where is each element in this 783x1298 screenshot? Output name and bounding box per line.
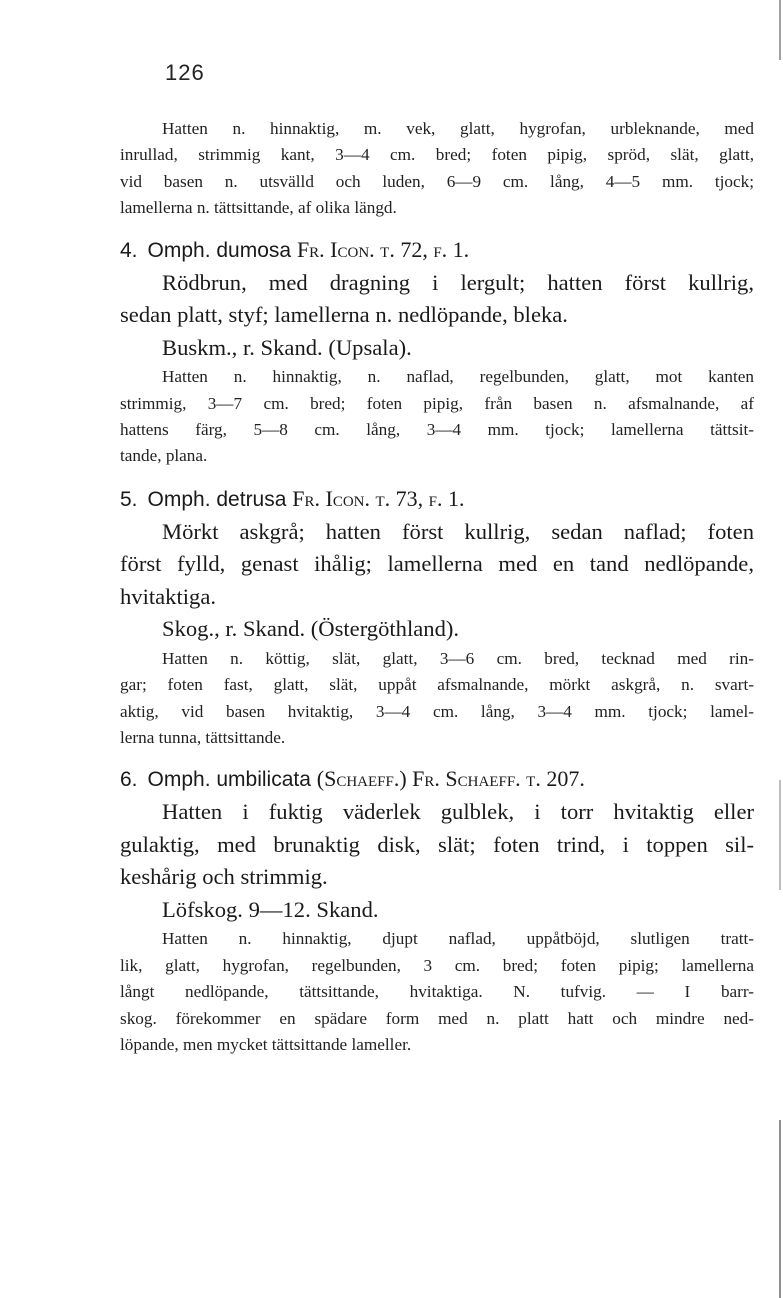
- species-description: [120, 267, 754, 365]
- text-line: lik, glatt, hygrofan, regelbunden, 3 cm. bred; foten pipig; lamellerna: [120, 955, 754, 975]
- scan-edge-mark: [779, 1120, 781, 1298]
- species-name: Omph. dumosa: [147, 238, 292, 262]
- text-line: lerna tunna, tättsittande.: [120, 727, 286, 747]
- scan-edge-mark: [779, 780, 781, 890]
- text-line: tande, plana.: [120, 446, 208, 466]
- text-line: långt nedlöpande, tättsittande, hvitaktiga. N. tufvig. — I barr-: [120, 982, 754, 1002]
- species-description: [120, 796, 754, 926]
- species-details: [120, 364, 754, 470]
- text-line: lamellerna n. tättsittande, af olika längd.: [120, 198, 397, 218]
- species-name: Omph. detrusa: [147, 487, 287, 511]
- scan-edge-mark: [779, 0, 781, 60]
- text-line: hattens färg, 5—8 cm. lång, 3—4 mm. tjock; lamellerna tättsit-: [120, 419, 754, 439]
- text-line: Hatten n. hinnaktig, djupt naflad, uppåtböjd, slutligen tratt-: [162, 929, 754, 949]
- species-details: [120, 926, 754, 1058]
- species-authority: Fr. Icon. t. 73, f. 1.: [292, 485, 465, 511]
- text-line: Mörkt askgrå; hatten först kullrig, sedan naflad; foten: [162, 518, 754, 544]
- species-heading: [120, 234, 754, 267]
- species-description: [120, 516, 754, 646]
- species-number: 4.: [120, 238, 138, 262]
- species-habitat: Löfskog. 9—12. Skand.: [162, 896, 379, 922]
- species-authority: (Schaeff.) Fr. Schaeff. t. 207.: [316, 766, 585, 792]
- page-number: 126: [165, 60, 205, 85]
- text-line: vid basen n. utsvälld och luden, 6—9 cm. lång, 4—5 mm. tjock;: [120, 171, 754, 191]
- text-line: aktig, vid basen hvitaktig, 3—4 cm. lång, 3—4 mm. tjock; lamel-: [120, 701, 754, 721]
- text-line: Hatten n. köttig, slät, glatt, 3—6 cm. bred, tecknad med rin-: [162, 648, 754, 668]
- species-heading: [120, 483, 754, 516]
- text-line: Rödbrun, med dragning i lergult; hatten först kullrig,: [162, 269, 754, 295]
- species-heading: [120, 763, 754, 796]
- species-number: 5.: [120, 487, 138, 511]
- text-line: sedan platt, styf; lamellerna n. nedlöpande, bleka.: [120, 302, 568, 328]
- text-line: hvitaktiga.: [120, 583, 217, 609]
- species-habitat: Buskm., r. Skand. (Upsala).: [162, 334, 412, 360]
- text-line: Hatten n. hinnaktig, n. naflad, regelbunden, glatt, mot kanten: [162, 367, 754, 387]
- text-line: löpande, men mycket tättsittande lameller.: [120, 1035, 412, 1054]
- text-line: skog. förekommer en spädare form med n. platt hatt och mindre ned-: [120, 1008, 754, 1028]
- text-line: inrullad, strimmig kant, 3—4 cm. bred; foten pipig, spröd, slät, glatt,: [120, 145, 754, 165]
- text-line: Hatten i fuktig väderlek gulblek, i torr hvitaktig eller: [162, 799, 754, 825]
- species-authority: Fr. Icon. t. 72, f. 1.: [296, 236, 470, 262]
- text-line: keshårig och strimmig.: [120, 864, 328, 890]
- intro-paragraph: [120, 116, 754, 222]
- species-entry-5: [120, 483, 754, 752]
- species-habitat: Skog., r. Skand. (Östergöthland).: [162, 616, 460, 642]
- page-content: [120, 116, 754, 1058]
- text-line: strimmig, 3—7 cm. bred; foten pipig, från basen n. afsmalnande, af: [120, 393, 754, 413]
- text-line: Hatten n. hinnaktig, m. vek, glatt, hygrofan, urbleknande, med: [162, 119, 754, 138]
- species-entry-4: [120, 234, 754, 470]
- text-line: gulaktig, med brunaktig disk, slät; foten trind, i toppen sil-: [120, 831, 754, 857]
- species-entry-6: [120, 763, 754, 1058]
- species-details: [120, 646, 754, 752]
- species-name: Omph. umbilicata: [147, 768, 311, 792]
- text-line: först fylld, genast ihålig; lamellerna med en tand nedlöpande,: [120, 551, 754, 577]
- text-line: gar; foten fast, glatt, slät, uppåt afsmalnande, mörkt askgrå, n. svart-: [120, 675, 754, 695]
- species-number: 6.: [120, 768, 138, 792]
